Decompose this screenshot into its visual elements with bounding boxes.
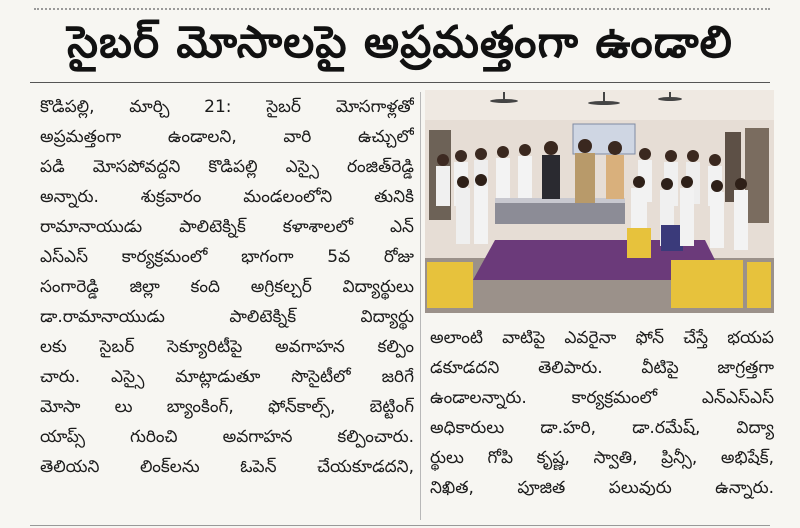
article-line: డా.రామానాయుడు పాలిటెక్నిక్ విద్యార్థు — [40, 307, 414, 327]
bottom-rule — [30, 525, 770, 526]
article-line: మోసా లు బ్యాంకింగ్, ఫోన్‌కాల్స్, బెట్టింగ్ — [40, 397, 414, 417]
group-photo-image — [425, 90, 774, 313]
article-line: ర్థులు గోపి కృష్ణ, స్వాతి, ప్రిన్సీ, అభిషేక్, — [430, 448, 774, 468]
article-left-column — [40, 92, 414, 520]
headline: సైబర్ మోసాలపై అప్రమత్తంగా ఉండాలి — [67, 17, 733, 68]
headline-rule — [30, 82, 770, 83]
top-dotted-rule — [34, 8, 770, 10]
article-line: లకు సైబర్ సెక్యూరిటీపై అవగాహన కల్పిం — [40, 337, 414, 357]
article-line: అప్రమత్తంగా ఉండాలని, వారి ఉచ్చులో — [40, 127, 414, 147]
article-line: పడి మోసపోవద్దని కొడిపల్లి ఎస్సై రంజిత్‌రెడ్డి — [40, 157, 414, 177]
article-line: రామానాయుడు పాలిటెక్నిక్ కళాశాలలో ఎన్ — [40, 217, 414, 237]
article-line: అన్నారు. శుక్రవారం మండలంలోని తునికి — [40, 187, 414, 207]
article-line: చారు. ఎస్సై మాట్లాడుతూ సొసైటీలో జరిగే — [40, 367, 414, 387]
article-line: అధికారులు డా.హరి, డా.రమేష్, విద్యా — [430, 418, 774, 438]
article-line: నిఖిత, పూజిత పలువురు ఉన్నారు. — [430, 478, 774, 498]
article-line: ఎస్ఎస్ కార్యక్రమంలో భాగంగా 5వ రోజు — [40, 247, 414, 267]
article-line: ఉండాలన్నారు. కార్యక్రమంలో ఎన్‌ఎస్‌ఎస్ — [430, 388, 774, 408]
article-line: అలాంటి వాటిపై ఎవరైనా ఫోన్ చేస్తే భయప — [430, 328, 774, 348]
column-divider — [420, 92, 421, 520]
article-line: తెలియని లింక్‌లను ఓపెన్ చేయకూడదని, — [40, 457, 414, 477]
article-line: కొడిపల్లి, మార్చి 21: సైబర్ మోసగాళ్లతో — [40, 97, 414, 117]
article-line: డకూడదని తెలిపారు. వీటిపై జాగ్రత్తగా — [430, 358, 774, 378]
article-line: సంగారెడ్డి జిల్లా కంది అగ్రికల్చర్ విద్యార్థులు — [40, 277, 414, 297]
article-right-column — [430, 323, 774, 503]
article-line: యాప్స్ గురించి అవగాహన కల్పించారు. — [40, 427, 414, 447]
group-photo — [425, 90, 774, 313]
